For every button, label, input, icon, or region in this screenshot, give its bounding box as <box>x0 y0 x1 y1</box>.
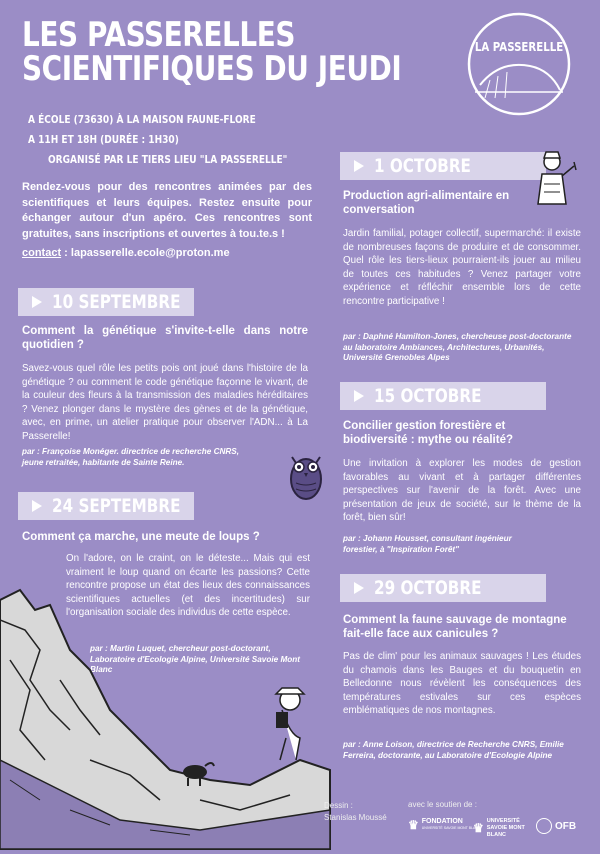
time-text: A 11H ET 18H (DURÉE : 1H30) <box>28 134 179 146</box>
arrow-icon <box>32 296 42 308</box>
arrow-icon <box>354 582 364 594</box>
arrow-icon <box>354 390 364 402</box>
sponsor-name: OFB <box>555 820 577 832</box>
event-question: Comment la faune sauvage de montagne fait-elle face aux canicules ? <box>343 614 567 640</box>
sponsor-name: UNIVERSITÉ SAVOIE MONT BLANC <box>486 818 525 838</box>
event-description: Jardin familial, potager collectif, supermarché: il existe de nombreuses façons de produire et de consommer. Quel rôle les tiers-lieux pourraient-ils jouer au milieu de toutes ces habitudes ? Venez partager votre expérience et réfléchir ensemble lors de cette rencontre participative ! <box>343 228 581 307</box>
drawing-author: Stanislas Moussé <box>324 813 387 822</box>
event-question: Comment ça marche, une meute de loups ? <box>22 531 260 543</box>
support-label: avec le soutien de : <box>408 800 477 809</box>
logo-text: LA PASSERELLE <box>474 40 564 54</box>
event-description: On l'adore, on le craint, on le déteste... Mais qui est vraiment le loup quand on écarte les passions? Cette rencontre propose un état des lieux des connaissances scientifiques actuelles (et des incertitudes) sur l'organisation sociale des individus de cette espèce. <box>66 553 310 618</box>
event-speaker: par : Françoise Monéger. directrice de recherche CNRS, jeune retraitée, habitante de Sainte Reine. <box>22 447 240 467</box>
ofb-logo-icon <box>536 818 552 834</box>
event-description: Une invitation à explorer les modes de gestion favorables au vivant et à partager différentes perspectives sur l'avenir de la forêt. Avec une présentation de jeux de société, sur le thème de la forêt, bien sûr! <box>343 458 581 523</box>
arrow-icon <box>354 160 364 172</box>
crown-icon: ♛ <box>408 817 419 832</box>
contact-line <box>22 247 230 259</box>
drawing-credit <box>324 800 387 824</box>
sponsor-sub: UNIVERSITÉ SAVOIE MONT BLANC <box>421 826 481 830</box>
event-date: 15 OCTOBRE <box>374 385 482 407</box>
crown-icon: ♛ <box>473 821 484 835</box>
event-question: Production agri-alimentaire en conversation <box>343 190 510 216</box>
owl-illustration <box>286 447 326 503</box>
sponsor-fondation <box>408 818 480 832</box>
date-band-15-octobre <box>340 382 546 410</box>
event-speaker: par : Daphné Hamilton-Jones, chercheuse post-doctorante au laboratoire Ambiances, Architectures, Urbanités, Université Grenobles Alpes <box>343 332 572 362</box>
event-date: 29 OCTOBRE <box>374 577 482 599</box>
event-question: Concilier gestion forestière et biodiversité : mythe ou réalité? <box>343 420 513 446</box>
event-date: 10 SEPTEMBRE <box>52 291 181 313</box>
title-line-1: LES PASSERELLES <box>22 15 296 55</box>
date-band-10-septembre <box>18 288 194 316</box>
sponsor-ofb <box>536 818 576 834</box>
location-text: A ÉCOLE (73630) À LA MAISON FAUNE-FLORE <box>28 114 256 126</box>
event-description: Savez-vous quel rôle les petits pois ont joué dans l'histoire de la génétique ? ou comment le code génétique façonne le vivant, de la couleur des fleurs à la transmission des maladies héréditaires ? Venez plonger dans le mystère des gènes et de la génétique, avec, en prime, un atelier pratique pour observer l'ADN... à La Passerelle! <box>22 363 308 442</box>
intro-text: Rendez-vous pour des rencontres animées par des scientifiques et leurs équipes. Restez ensuite pour échanger autour d'un apéro. Ces rencontres sont gratuites, sans inscriptions et ouvertes à tou.te.s ! <box>22 181 312 240</box>
date-band-29-octobre <box>340 574 546 602</box>
title-line-2: SCIENTIFIQUES DU JEUDI <box>22 49 402 89</box>
contact-label: contact <box>22 247 62 259</box>
organizer-text: ORGANISÉ PAR LE TIERS LIEU "LA PASSERELLE" <box>48 154 288 166</box>
poster-title <box>22 15 402 89</box>
drawing-label: Dessin : <box>324 801 353 810</box>
date-band-24-septembre <box>18 492 194 520</box>
event-speaker: par : Anne Loison, directrice de Recherche CNRS, Emilie Ferreira, doctorante, au Laboratoire d'Ecologie Alpine <box>343 740 564 760</box>
event-date: 1 OCTOBRE <box>374 155 471 177</box>
sponsor-name: FONDATION <box>421 818 463 825</box>
date-band-1-octobre <box>340 152 546 180</box>
mountain-illustration <box>0 560 330 849</box>
event-description: Pas de clim' pour les animaux sauvages ! Les études du chamois dans les Bauges et du bouquetin en Belledonne nous révèlent les conséquences des températures estivales sur ces espèces emblématiques de nos montagnes. <box>343 651 581 716</box>
event-question: Comment la génétique s'invite-t-elle dans notre quotidien ? <box>22 325 308 351</box>
event-speaker: par : Martin Luquet, chercheur post-doctorant, Laboratoire d'Ecologie Alpine, Université Savoie Mont Blanc <box>90 644 301 674</box>
contact-email[interactable]: : lapasserelle.ecole@proton.me <box>61 247 230 259</box>
sponsor-usmb <box>473 818 531 839</box>
event-speaker: par : Johann Housset, consultant ingénieur forestier, à "Inspiration Forêt" <box>343 534 512 554</box>
la-passerelle-logo <box>460 10 578 118</box>
arrow-icon <box>32 500 42 512</box>
event-date: 24 SEPTEMBRE <box>52 495 181 517</box>
